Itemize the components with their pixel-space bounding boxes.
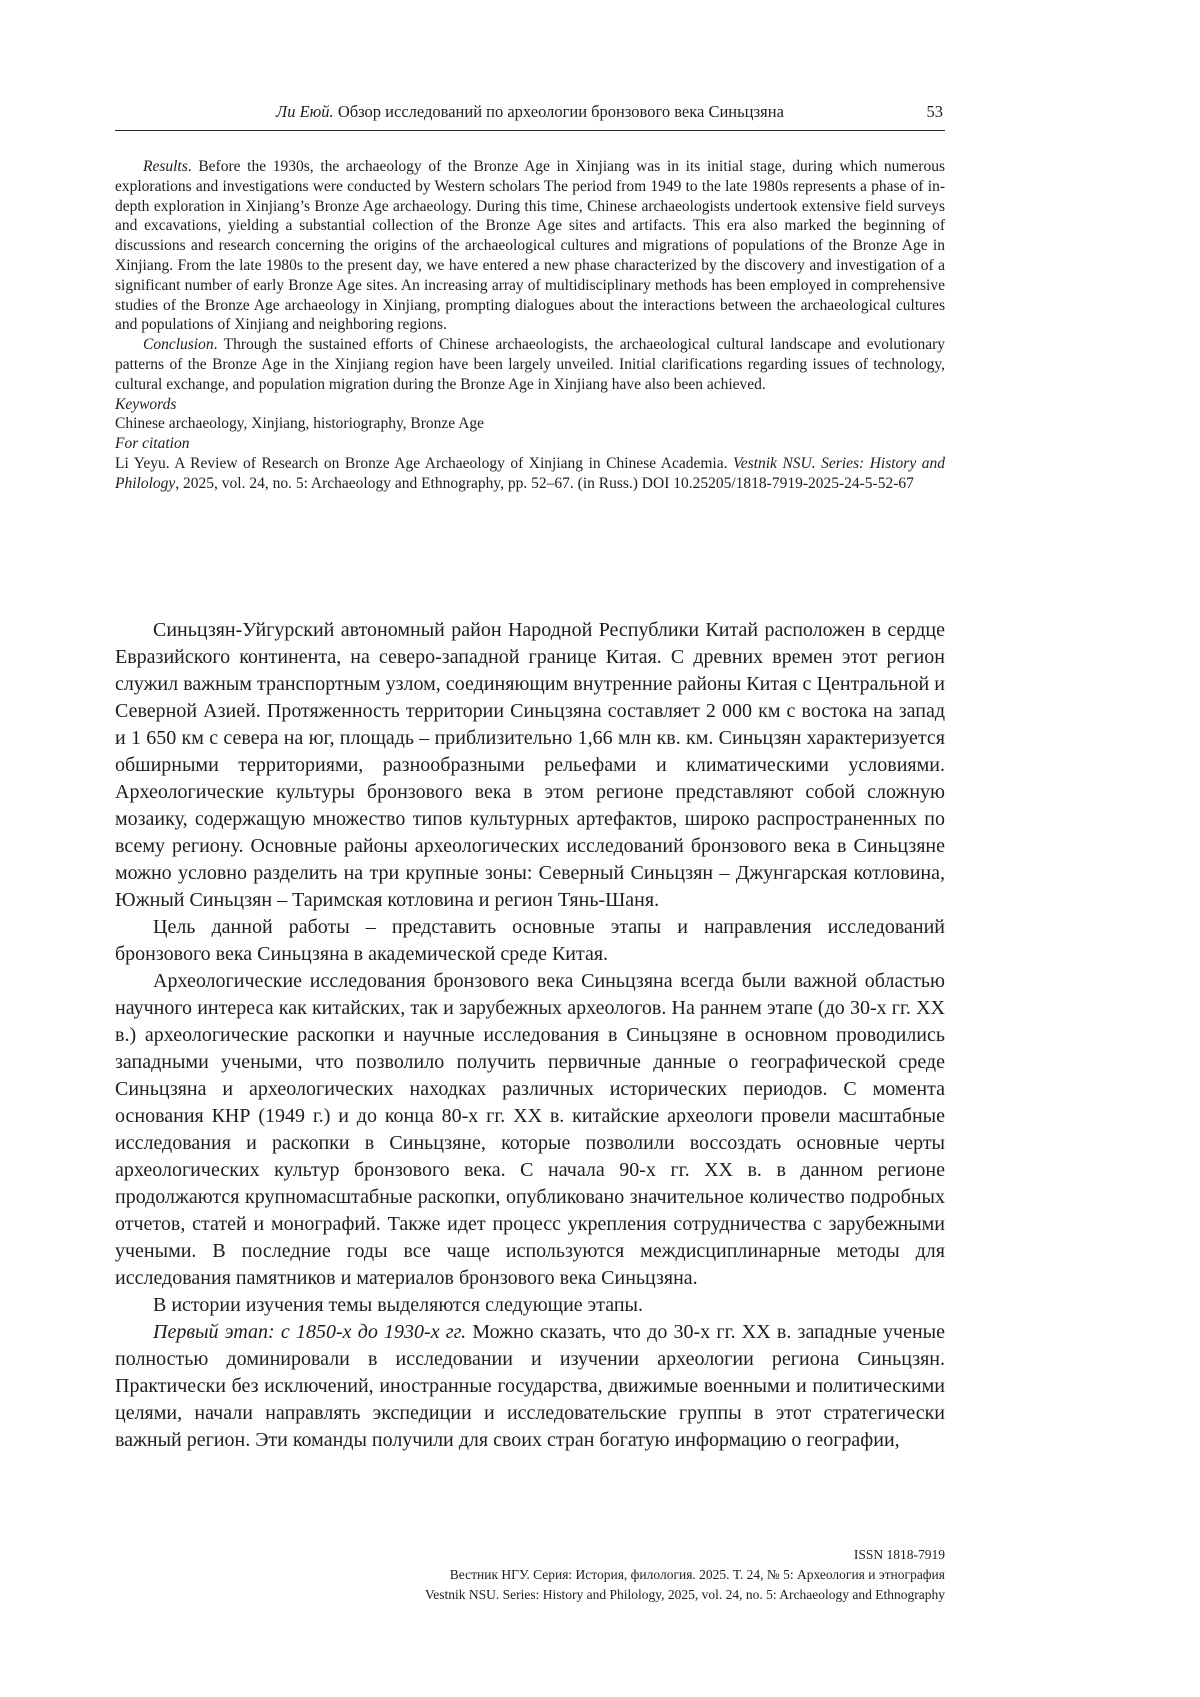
citation-part-after: , 2025, vol. 24, no. 5: Archaeology and Ethnography, pp. 52–67. (in Russ.) DOI 10.25205/1818-7919-2025-24-5-52-67	[175, 474, 914, 492]
footer-issn: ISSN 1818-7919	[853, 1547, 945, 1562]
article-body	[115, 617, 945, 1454]
body-paragraph-2: Цель данной работы – представить основные этапы и направления исследований бронзового века Синьцзяна в академической среде Китая.	[115, 916, 945, 965]
stage-one-lead: Первый этап: с 1850-х до 1930-х гг.	[153, 1321, 467, 1343]
for-citation-label: For citation	[115, 435, 190, 453]
page-number: 53	[926, 102, 943, 121]
footer-journal-ru: Вестник НГУ. Серия: История, филология. 2025. Т. 24, № 5: Археология и этнография	[449, 1567, 945, 1583]
results-label: Results	[143, 158, 188, 175]
abstract-results-paragraph	[115, 157, 945, 335]
body-paragraph-3: Археологические исследования бронзового века Синьцзяна всегда были важной областью научного интереса как китайских, так и зарубежных археологов. На раннем этапе (до 30-х гг. XX в.) археологические раскопки и научные исследования в Синьцзяне в основном проводились западными учеными, что позволило получить первичные данные о географической среде Синьцзяна и археологических находках различных исторических периодов. С момента основания КНР (1949 г.) и до конца 80-х гг. XX в. китайские археологи провели масштабные исследования и раскопки в Синьцзяне, которые позволили воссоздать основные черты археологических культур бронзового века. С начала 90-х гг. XX в. в данном регионе продолжаются крупномасштабные раскопки, опубликовано значительное количество подробных отчетов, статей и монографий. Также идет процесс укрепления сотрудничества с зарубежными учеными. В последние годы все чаще используются междисциплинарные методы для исследования памятников и материалов бронзового века Синьцзяна.	[115, 970, 945, 1289]
body-paragraph-1: Синьцзян-Уйгурский автономный район Народной Республики Китай расположен в сердце Евразийского континента, на северо-западной границе Китая. С древних времен этот регион служил важным транспортным узлом, соединяющим внутренние районы Китая с Центральной и Северной Азией. Протяженность территории Синьцзяна составляет 2 000 км с востока на запад и 1 650 км с севера на юг, площадь – приблизительно 1,66 млн кв. км. Синьцзян характеризуется обширными территориями, разнообразными рельефами и климатическими условиями. Археологические культуры бронзового века в этом регионе представляют собой сложную мозаику, содержащую множество типов культурных артефактов, широко распространенных по всему региону. Основные районы археологических исследований бронзового века в Синьцзяне можно условно разделить на три крупные зоны: Северный Синьцзян – Джунгарская котловина, Южный Синьцзян – Таримская котловина и регион Тянь-Шаня.	[115, 619, 945, 911]
conclusion-text: . Through the sustained efforts of Chinese archaeologists, the archaeological cultural landscape and evolutionary patterns of the Bronze Age in the Xinjiang region have been largely unveiled. Initial clarifications regarding issues of technology, cultural exchange, and population migration during the Bronze Age in Xinjiang have also been achieved.	[115, 336, 945, 393]
footer-journal-en: Vestnik NSU. Series: History and Philology, 2025, vol. 24, no. 5: Archaeology and Ethnography	[425, 1587, 945, 1603]
running-title-text: Обзор исследований по археологии бронзового века Синьцзяна	[337, 102, 784, 121]
running-title	[276, 102, 784, 121]
citation-text	[115, 454, 945, 494]
page-footer	[115, 1545, 945, 1606]
stage-one-text: Можно сказать, что до 30-х гг. XX в. западные ученые полностью доминировали в исследовании и изучении археологии региона Синьцзян. Практически без исключений, иностранные государства, движимые военными и политическими целями, начали направлять экспедиции и исследовательские группы в этот стратегически важный регион. Эти команды получили для своих стран богатую информацию о географии,	[115, 1321, 945, 1451]
keywords-text: Chinese archaeology, Xinjiang, historiography, Bronze Age	[115, 415, 485, 433]
abstract-section	[115, 157, 945, 494]
citation-journal-title: Vestnik NSU. Series: History and Philology	[115, 454, 945, 492]
conclusion-label: Conclusion	[143, 336, 214, 354]
citation-part-before: Li Yeyu. A Review of Research on Bronze Age Archaeology of Xinjiang in Chinese Academia.	[115, 454, 734, 472]
keywords-label: Keywords	[115, 395, 177, 413]
results-text: . Before the 1930s, the archaeology of the Bronze Age in Xinjiang was in its initial stage, during which numerous explorations and investigations were conducted by Western scholars The period from 1949 to the late 1980s represents a phase of in-depth exploration in Xinjiang’s Bronze Age archaeology. During this time, Chinese archaeologists undertook extensive field surveys and excavations, yielding a substantial collection of the Bronze Age sites and artifacts. This era also marked the beginning of discussions and research concerning the origins of the archaeological cultures and migrations of populations of the Bronze Age in Xinjiang. From the late 1980s to the present day, we have entered a new phase characterized by the discovery and investigation of a significant number of early Bronze Age sites. An increasing array of multidisciplinary methods has been employed in comprehensive studies of the Bronze Age archaeology in Xinjiang, prompting dialogues about the interactions between the archaeological cultures and populations of Xinjiang and neighboring regions.	[115, 158, 945, 334]
body-paragraph-5	[115, 1319, 945, 1454]
running-header	[115, 102, 945, 131]
body-paragraph-4: В истории изучения темы выделяются следующие этапы.	[153, 1294, 643, 1316]
abstract-conclusion-paragraph	[115, 335, 945, 394]
running-header-rule	[115, 102, 945, 131]
running-title-author: Ли Еюй.	[276, 102, 334, 121]
